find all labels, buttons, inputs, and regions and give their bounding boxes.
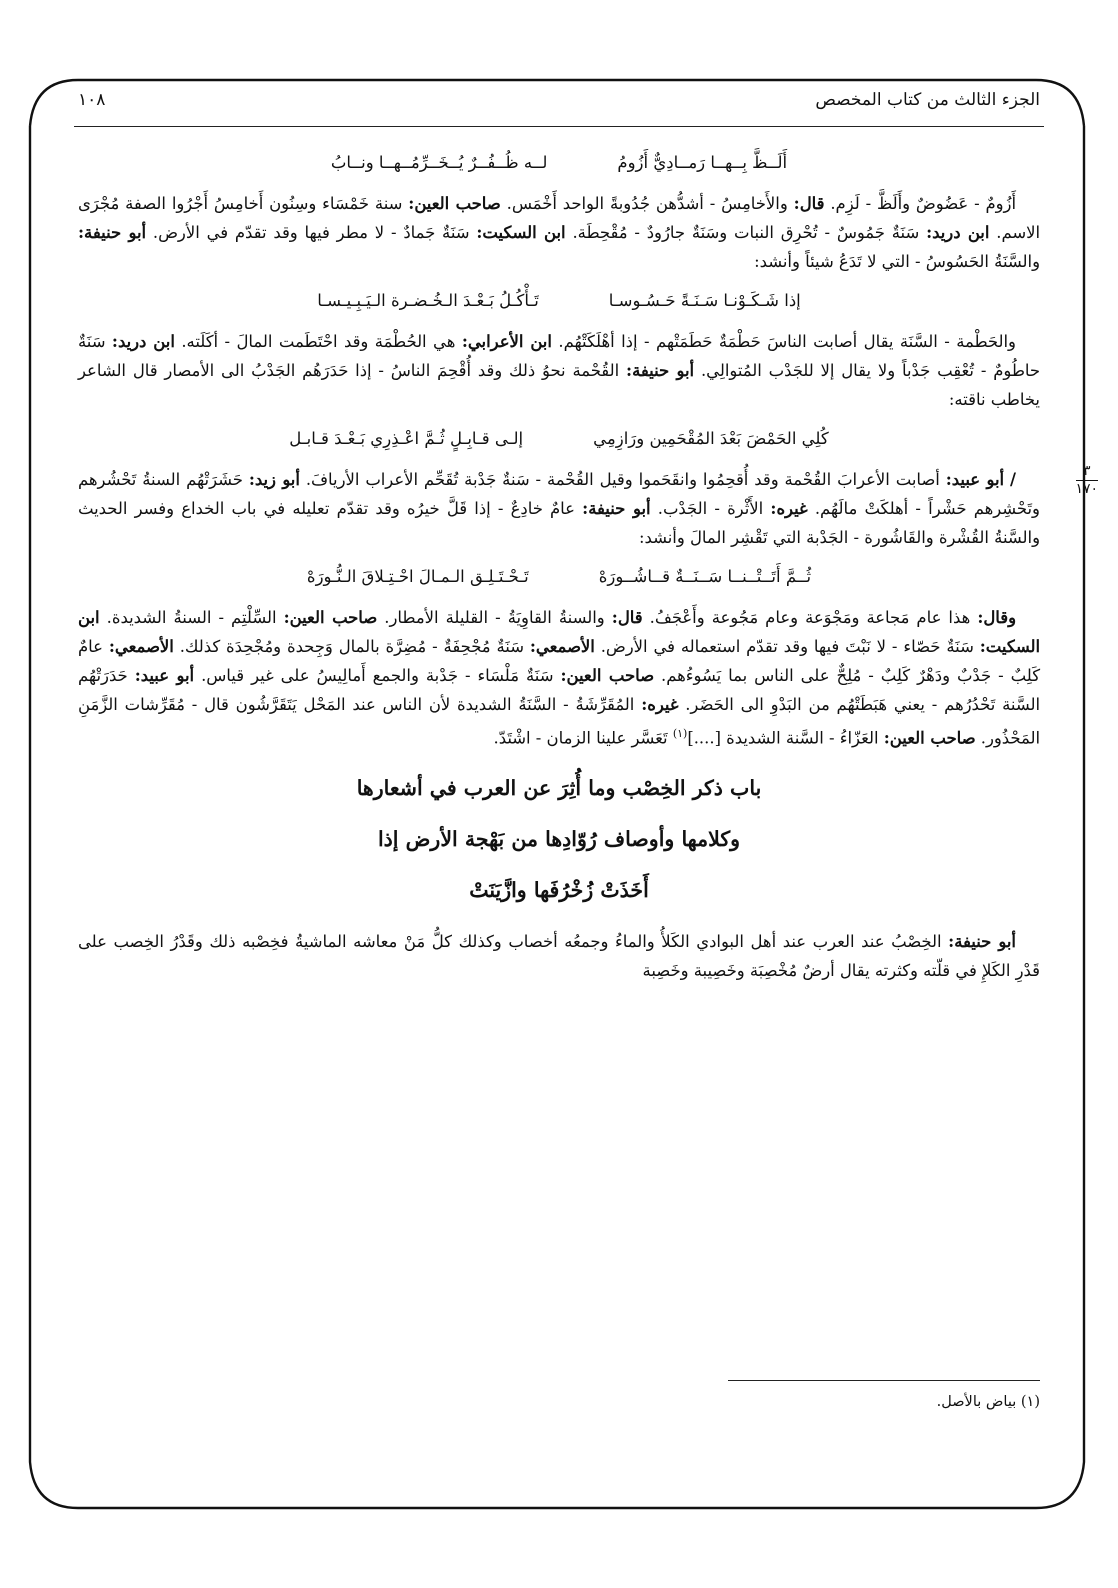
footnote-rule <box>728 1380 1040 1381</box>
verse-hemistich: إذا شَـكَـوْنـا سَـنَـةً حَـسُـوسـا <box>608 291 801 310</box>
margin-page-ref <box>1075 465 1098 496</box>
speaker-label: صاحب العين: <box>883 728 976 748</box>
speaker-label: أبو حنيفة: <box>948 932 1016 952</box>
verse-4 <box>78 562 1040 591</box>
running-title: الجزء الثالث من كتاب المخصص <box>815 90 1040 110</box>
speaker-label: الأصمعي: <box>108 637 174 656</box>
speaker-label: غيره: <box>770 499 808 518</box>
speaker-label: ابن السكيت: <box>476 223 566 242</box>
text-run: سَنَةٌ مَلْسَاء - جَدْبة والجمع أَمالِيسُ على غير قياس. <box>201 666 554 685</box>
verse-hemistich: تَـحْـتَـلِـق الـمـالَ احْـتِـلاقَ الـنُّـورَهْ <box>306 567 529 586</box>
speaker-label: صاحب العين: <box>560 666 655 685</box>
footnote: (١) بياض بالأصل. <box>936 1394 1040 1410</box>
text-run: العَزّاءُ - السَّنة الشديدة [....] <box>687 728 879 748</box>
page-number: ١٠٨ <box>78 90 106 110</box>
paragraph-2 <box>78 327 1040 414</box>
text-run: عامٌ كَلِبٌ - جَدْبٌ ودَهْرٌ كَلِبٌ - مُلِحٌّ على الناس بما يَسُوءُهم. <box>78 637 1040 685</box>
speaker-label: أبو عبيد: <box>134 666 195 685</box>
section-title-line-3: أَخَذَتْ زُخْرُفَها وازَّيَنَتْ <box>469 878 649 903</box>
text-run: والسنةُ القاوِيَةُ - القليلة الأمطار. <box>384 608 605 627</box>
speaker-label: أبو حنيفة: <box>78 223 147 242</box>
text-run: السِّلْتِم - السنةُ الشديدة. <box>106 608 277 627</box>
verse-3 <box>78 424 1040 453</box>
paragraph-3 <box>78 465 1040 552</box>
section-title-line-1: باب ذكر الخِصْب وما أُثِرَ عن العرب في أشعارها <box>356 776 762 801</box>
text-run: الخِصْبُ عند العرب عند أهل البوادي الكَلأُ والماءُ وجمعُه أخصاب وكذلك كلُّ مَنْ معاشه الماشيةُ فخِصْبه ذلك وقَدْرُ الخِصب على قَدْرِ الكَلإِ في قلّته وكثرته يقال أرضٌ مُخْصِبَة وخَصِيبة وخَصِبة <box>78 932 1040 981</box>
text-run: والأَخامِسُ - أشدُّهن جُدُوبةً الواحد أَخْمَس. <box>506 194 788 213</box>
section-title-line-2: وكلامها وأوصاف رُوّادِها من بَهْجة الأرض إذا <box>377 827 741 852</box>
verse-hemistich: ثُــمَّ أَتَــتْــنــا سَــنَــةٌ قــاشُــورَهْ <box>598 567 812 586</box>
speaker-label: أبو عبيد: <box>945 470 1005 489</box>
text-run: سَنَةٌ حَصّاء - لا نَبْتَ فيها وقد تقدّم استعماله في الأرض. <box>600 637 974 656</box>
folio-marker: / <box>1009 470 1016 489</box>
speaker-label: قال: <box>793 194 825 213</box>
margin-ref-bottom: ١٧٠ <box>1075 481 1098 497</box>
text-run: الأَثْرة - الجَدْب. <box>657 499 764 518</box>
speaker-label: أبو زيد: <box>248 470 300 489</box>
speaker-label: ابن دريد: <box>111 332 175 351</box>
verse-1 <box>78 148 1040 177</box>
text-run: سَنَةٌ جَمادٌ - لا مطر فيها وقد تقدّم في الأرض. <box>152 223 470 242</box>
text-run: تَعَسَّر علينا الزمان - اشْتَدّ. <box>493 728 668 748</box>
verse-hemistich: تَـأْكُـلُ بَـعْـدَ الـخُـضـرة الـيَـبِـيـسـا <box>317 291 539 310</box>
text-run: هي الحُطْمَة وقد احْتَطَمت المالَ - أكَلَته. <box>181 332 456 351</box>
header-rule <box>74 126 1044 127</box>
text-run: هذا عام مَجاعة ومَجْوَعة وعام مَجُوعة وأَعْجَفُ. <box>649 608 971 627</box>
text-run: سنة خَمْسَاء وسِنُون أَخامِسُ أَجْرُوا الصفة مُجْرَى الاسم. <box>78 194 1041 242</box>
speaker-label: صاحب العين: <box>283 608 378 627</box>
text-run: المُقَرِّشَةُ - السَّنَةُ الشديدة لأن الناس عند المَحْل يَتَقَرَّشُون قال - مُقَرِّشات الزَّمَنِ المَحْذُور. <box>78 695 1040 748</box>
text-run: سَنَةٌ حاطُومٌ - تُعْقِب جَدْباً ولا يقال إلا للجَدْب المُتوالِي. <box>78 332 1040 380</box>
verse-2 <box>78 286 1040 315</box>
text-run: أصابت الأعرابَ القُحْمة وقد أُقحِمُوا وانقَحَموا وقيل القُحْمة - سَنةٌ جَدْبة تُقَحِّم الأعراب الأريافَ. <box>305 470 940 489</box>
text-run: عامٌ خادِعٌ - إذا قَلَّ خيرُه وقد تقدّم تعليله في باب الخداع وفسر الحديث والسَّنةُ القُشْرة والقَاشُورة - الجَدْبة التي تَقْشِر المالَ وأنشد: <box>78 499 1040 547</box>
speaker-label: أبو حنيفة: <box>626 361 695 380</box>
verse-hemistich: أَلَــظَّ بِــهــا رَمــادِيٌّ أَزُومُ <box>617 153 788 172</box>
text-run: حَدَرَتْهُم السَّنة تَحْدُرُهم - يعني هَبَطَتْهُم من البَدْوِ الى الحَضَر. <box>78 666 1041 714</box>
text-run: والحَطْمة - السَّنَة يقال أصابت الناسَ حَطْمَةٌ حَطَمَتْهم - إذا أهْلَكَتْهُم. <box>558 332 1016 351</box>
verse-hemistich: إلـى قـابِـلٍ ثُـمَّ اعْـذِرِي بَـعْـدَ قـابـل <box>289 429 524 448</box>
verse-hemistich: لــه ظُــفُــرٌ يُــخَــرِّمُــهــا ونــابُ <box>330 153 548 172</box>
running-header <box>78 90 1040 118</box>
speaker-label: غيره: <box>641 695 679 714</box>
paragraph-1 <box>78 189 1040 276</box>
paragraph-3-wrap <box>78 463 1098 552</box>
text-run: سَنَةٌ مُجْحِفَةٌ - مُضِرَّة بالمال وَجِحدة ومُجْحِدَة كذلك. <box>179 637 524 656</box>
speaker-label: الأصمعي: <box>529 637 595 656</box>
speaker-label: ابن السكيت: <box>78 608 1041 656</box>
text-run: القُحْمة نحوُ ذلك وقد أُقْحِمَ الناسُ - إذا حَدَرَهُم الجَدْبُ الى الأمصار قال الشاعر يخاطب ناقته: <box>78 361 1040 409</box>
text-run: سَنَةٌ جَمُوسٌ - تُحْرِق النبات وسَنَةٌ جارُودٌ - مُقْحِطَة. <box>572 223 920 242</box>
paragraph-5 <box>78 927 1040 985</box>
text-run: أَزُومٌ - عَضُوضٌ وأَلَظَّ - لَزِم. <box>830 194 1017 213</box>
speaker-label: ابن الأعرابي: <box>461 332 552 351</box>
speaker-label: ابن دريد: <box>926 223 990 242</box>
main-text <box>78 138 1098 985</box>
speaker-label: قال: <box>611 608 643 627</box>
speaker-label: وقال: <box>977 608 1017 627</box>
margin-ref-top: ٣ <box>1082 463 1091 479</box>
speaker-label: صاحب العين: <box>408 194 501 213</box>
text-run: حَشَرَتْهُم السنةُ تَحْشُرهم وتَحْشِرهم حَشْراً - أهلكَتْ مالَهُم. <box>78 470 1040 518</box>
text-run: والسَّنَةُ الحَسُوسُ - التي لا تَدَعُ شيئاً وأنشد: <box>754 252 1040 271</box>
footnote-ref[interactable]: (١) <box>672 727 688 740</box>
verse-hemistich: كُلِي الحَمْضَ بَعْدَ المُقْحَمِين ورَازِمِي <box>593 429 829 448</box>
speaker-label: أبو حنيفة: <box>582 499 651 518</box>
paragraph-4 <box>78 603 1040 752</box>
